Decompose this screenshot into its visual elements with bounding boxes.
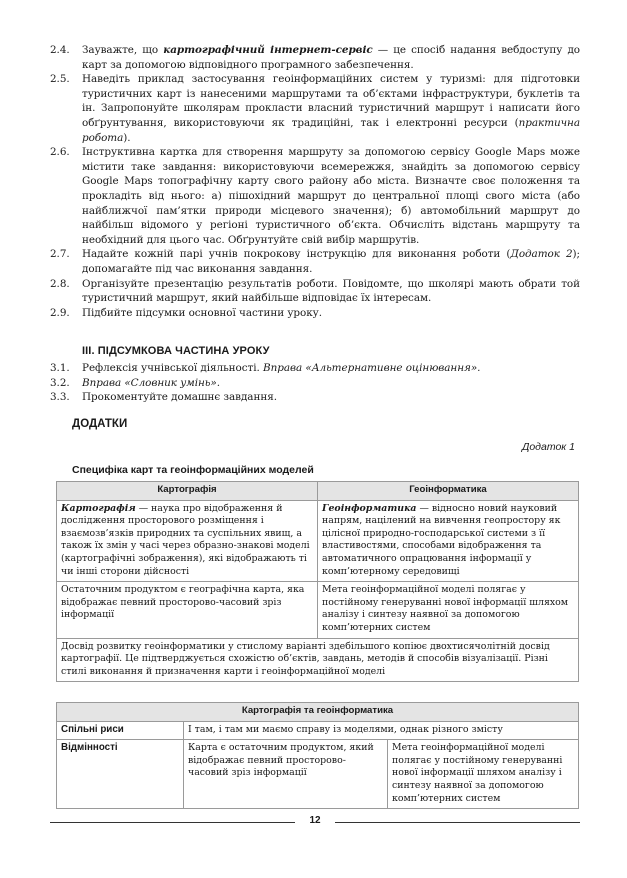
- table1-cell-cartography-product: Остаточним продуктом є географічна карта, яка відображає певний просторово-часовий зріз інформації: [57, 582, 318, 638]
- item-number: 2.7.: [50, 248, 70, 261]
- page-number: 12: [309, 815, 321, 826]
- item-text: Надайте кожній парі учнів покрокову інструкцію для виконання роботи (Додаток 2); допомагайте під час виконання завдання.: [82, 248, 580, 275]
- item-text: Прокоментуйте домашнє завдання.: [82, 391, 277, 404]
- item-number: 2.9.: [50, 306, 70, 319]
- table1-title: Специфіка карт та геоінформаційних моделей: [72, 464, 314, 476]
- list-item: [50, 145, 580, 247]
- table2-diff-label: Відмінності: [57, 740, 184, 809]
- item-number: 2.4.: [50, 44, 70, 56]
- annex-label: Додаток 1: [521, 441, 575, 453]
- list-item: [50, 72, 580, 145]
- table2-common-label: Спільні риси: [57, 721, 184, 740]
- table2-title: Картографія та геоінформатика: [57, 703, 579, 722]
- table1-cell-geoinformatics-definition: Геоінформатика — відносно новий науковий напрям, націлений на вивчення геопростору як цілісної природно-господарської системи з її властивостями, способами відображення та автоматичного опрацювання інформації у комп’ютерному середовищі: [318, 500, 579, 582]
- table1-header-geoinformatics: Геоінформатика: [318, 482, 579, 501]
- lesson-steps-final: [50, 361, 580, 405]
- footer-rule-right: [335, 822, 580, 823]
- list-item: [50, 376, 580, 391]
- item-number: 2.8.: [50, 277, 70, 290]
- list-item: [50, 247, 580, 276]
- item-number: 3.2.: [50, 376, 70, 389]
- item-text: Наведіть приклад застосування геоінформаційних систем у туризмі: для підготовки туристичних карт із нанесеними маршрутами та об’єктами інфраструктури, буклетів та ін. Запропонуйте школярам прокласти власний туристичний маршрут і написати його обґрунтування, використовуючи як традиційні, так і електронні ресурси (практична робота).: [82, 73, 580, 144]
- item-number: 2.6.: [50, 146, 70, 159]
- item-text: Підбийте підсумки основної частини уроку.: [82, 306, 322, 319]
- item-number: 3.3.: [50, 391, 70, 404]
- item-text: Інструктивна картка для створення маршруту за допомогою сервісу Google Maps може містити таке завдання: використовуючи всемережжя, знайдіть за допомогою сервісу Google Maps топографічну карту свого району або міста. Визначте своє положення та прокладіть від нього: а) пішохідний маршрут до центральної площі свого міста (або найближчої пам’ятки природи місцевого значення); б) автомобільний маршрут до найбільш відомого у регіоні туристичного об’єкта. Обчисліть відстань маршруту та необхідний для цього час. Обґрунтуйте свій вибір маршрутів.: [82, 146, 580, 246]
- lesson-steps-main: [50, 43, 580, 320]
- appendices-heading: ДОДАТКИ: [72, 418, 128, 430]
- page-footer: [50, 815, 580, 829]
- list-item: [50, 361, 580, 376]
- list-item: [50, 43, 580, 72]
- item-number: 3.1.: [50, 362, 70, 374]
- list-item: [50, 306, 580, 321]
- item-text: Рефлексія учнівської діяльності. Вправа «Альтернативне оцінювання».: [82, 362, 481, 374]
- table2-common-text: І там, і там ми маємо справу із моделями, однак різного змісту: [184, 721, 579, 740]
- section-3-heading: ІІІ. ПІДСУМКОВА ЧАСТИНА УРОКУ: [82, 345, 270, 357]
- item-text: Вправа «Словник умінь».: [82, 376, 220, 389]
- item-text: Організуйте презентацію результатів роботи. Повідомте, що школярі мають обрати той туристичний маршрут, який найбільше відповідає їх інтересам.: [82, 277, 580, 305]
- item-number: 2.5.: [50, 73, 70, 86]
- table2-diff-model: Мета геоінформаційної моделі полягає у постійному генеруванні нової інформації шляхом аналізу і синтезу наявної за допомогою комп’ютерних систем: [388, 740, 579, 809]
- table1-header-cartography: Картографія: [57, 482, 318, 501]
- list-item: [50, 277, 580, 306]
- table2-diff-map: Карта є остаточним продуктом, який відображає певний просторово-часовий зріз інформації: [184, 740, 388, 809]
- comparison-table-2: [56, 702, 579, 809]
- table1-cell-summary: Досвід розвитку геоінформатики у стислому варіанті здебільшого копіює двохтисячолітній досвід картографії. Це підтверджується схожістю об’єктів, завдань, методів й способів візуалізації. Різні стилі виконання й призначення карти і геоінформаційної моделі: [57, 638, 579, 682]
- list-item: [50, 390, 580, 405]
- table1-cell-geoinformatics-goal: Мета геоінформаційної моделі полягає у постійному генеруванні нової інформації шляхом аналізу і синтезу наявної за допомогою комп’ютерних систем: [318, 582, 579, 638]
- item-text: Зауважте, що картографічний інтернет-сервіс — це спосіб надання вебдоступу до карт за допомогою відповідного програмного забезпечення.: [82, 44, 581, 71]
- comparison-table-1: [56, 481, 579, 682]
- table1-cell-cartography-definition: Картографія — наука про відображення й дослідження просторового розміщення і взаємозв’язків природних та суспільних явищ, а також їх змін у часі через образно-знакові моделі (картографічні зображення), які відображають ті чи інші сторони дійсності: [57, 500, 318, 582]
